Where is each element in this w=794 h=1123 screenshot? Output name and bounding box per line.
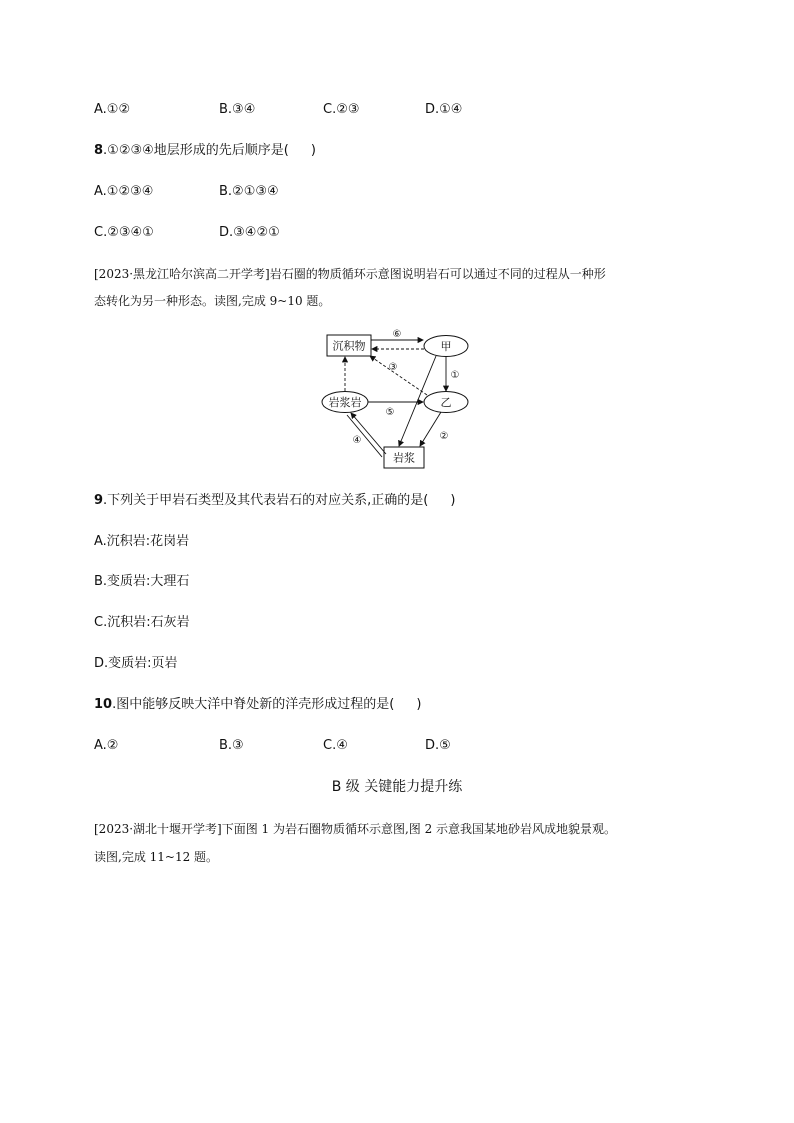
answer-paren-close: )	[416, 697, 422, 712]
q10-option-d: D.⑤	[425, 738, 451, 753]
q8-option-c: C.②③④①	[94, 225, 154, 240]
igneous-rock-label: 岩浆岩	[328, 396, 362, 409]
arrow-3	[370, 356, 427, 395]
answer-paren-close: )	[450, 493, 456, 508]
q7-option-d: D.①④	[425, 102, 463, 117]
yi-label: 乙	[440, 396, 452, 409]
question-number: 9	[94, 493, 104, 508]
question-8	[94, 142, 316, 160]
question-10	[94, 696, 421, 714]
arrow-3-label: ③	[388, 362, 398, 373]
answer-paren-close: )	[310, 143, 316, 158]
jia-label: 甲	[440, 340, 452, 353]
question-stem: .下列关于甲岩石类型及其代表岩石的对应关系,正确的是(	[103, 493, 429, 508]
arrow-4-label: ④	[352, 435, 362, 446]
arrow-5-label: ⑤	[385, 407, 395, 418]
q10-option-a: A.②	[94, 738, 119, 753]
intro-9-10-line1: [2023·黑龙江哈尔滨高二开学考]岩石圈的物质循环示意图说明岩石可以通过不同的过程从一种形	[94, 267, 606, 281]
q9-option-c: C.沉积岩:石灰岩	[94, 615, 190, 630]
q10-option-c: C.④	[323, 738, 348, 753]
intro-11-12-line2: 读图,完成 11~12 题。	[94, 850, 219, 864]
q7-option-b: B.③④	[219, 102, 256, 117]
question-number: 10	[94, 697, 113, 712]
q8-option-d: D.③④②①	[219, 225, 280, 240]
arrow-2	[420, 412, 441, 446]
sediment-label: 沉积物	[332, 339, 366, 353]
q8-option-b: B.②①③④	[219, 184, 279, 199]
rock-cycle-diagram	[320, 326, 480, 476]
q9-option-a: A.沉积岩:花岗岩	[94, 534, 190, 549]
section-b-title: B 级 关键能力提升练	[331, 779, 463, 795]
q10-option-b: B.③	[219, 738, 244, 753]
question-stem: .①②③④地层形成的先后顺序是(	[103, 143, 289, 158]
question-9	[94, 492, 455, 510]
magma-label: 岩浆	[393, 451, 415, 465]
question-number: 8	[94, 143, 104, 158]
intro-9-10-line2: 态转化为另一种形态。读图,完成 9~10 题。	[94, 294, 331, 308]
arrow-6-label: ⑥	[392, 329, 402, 340]
q9-option-b: B.变质岩:大理石	[94, 574, 190, 589]
arrow-1-label: ①	[450, 370, 460, 381]
arrow-2-label: ②	[439, 431, 449, 442]
q7-option-a: A.①②	[94, 102, 131, 117]
q7-option-c: C.②③	[323, 102, 360, 117]
intro-11-12-line1: [2023·湖北十堰开学考]下面图 1 为岩石圈物质循环示意图,图 2 示意我国某地砂岩风成地貌景观。	[94, 822, 617, 836]
question-stem: .图中能够反映大洋中脊处新的洋壳形成过程的是(	[112, 697, 395, 712]
q9-option-d: D.变质岩:页岩	[94, 656, 178, 671]
q8-option-a: A.①②③④	[94, 184, 154, 199]
arrow-4	[351, 413, 386, 454]
